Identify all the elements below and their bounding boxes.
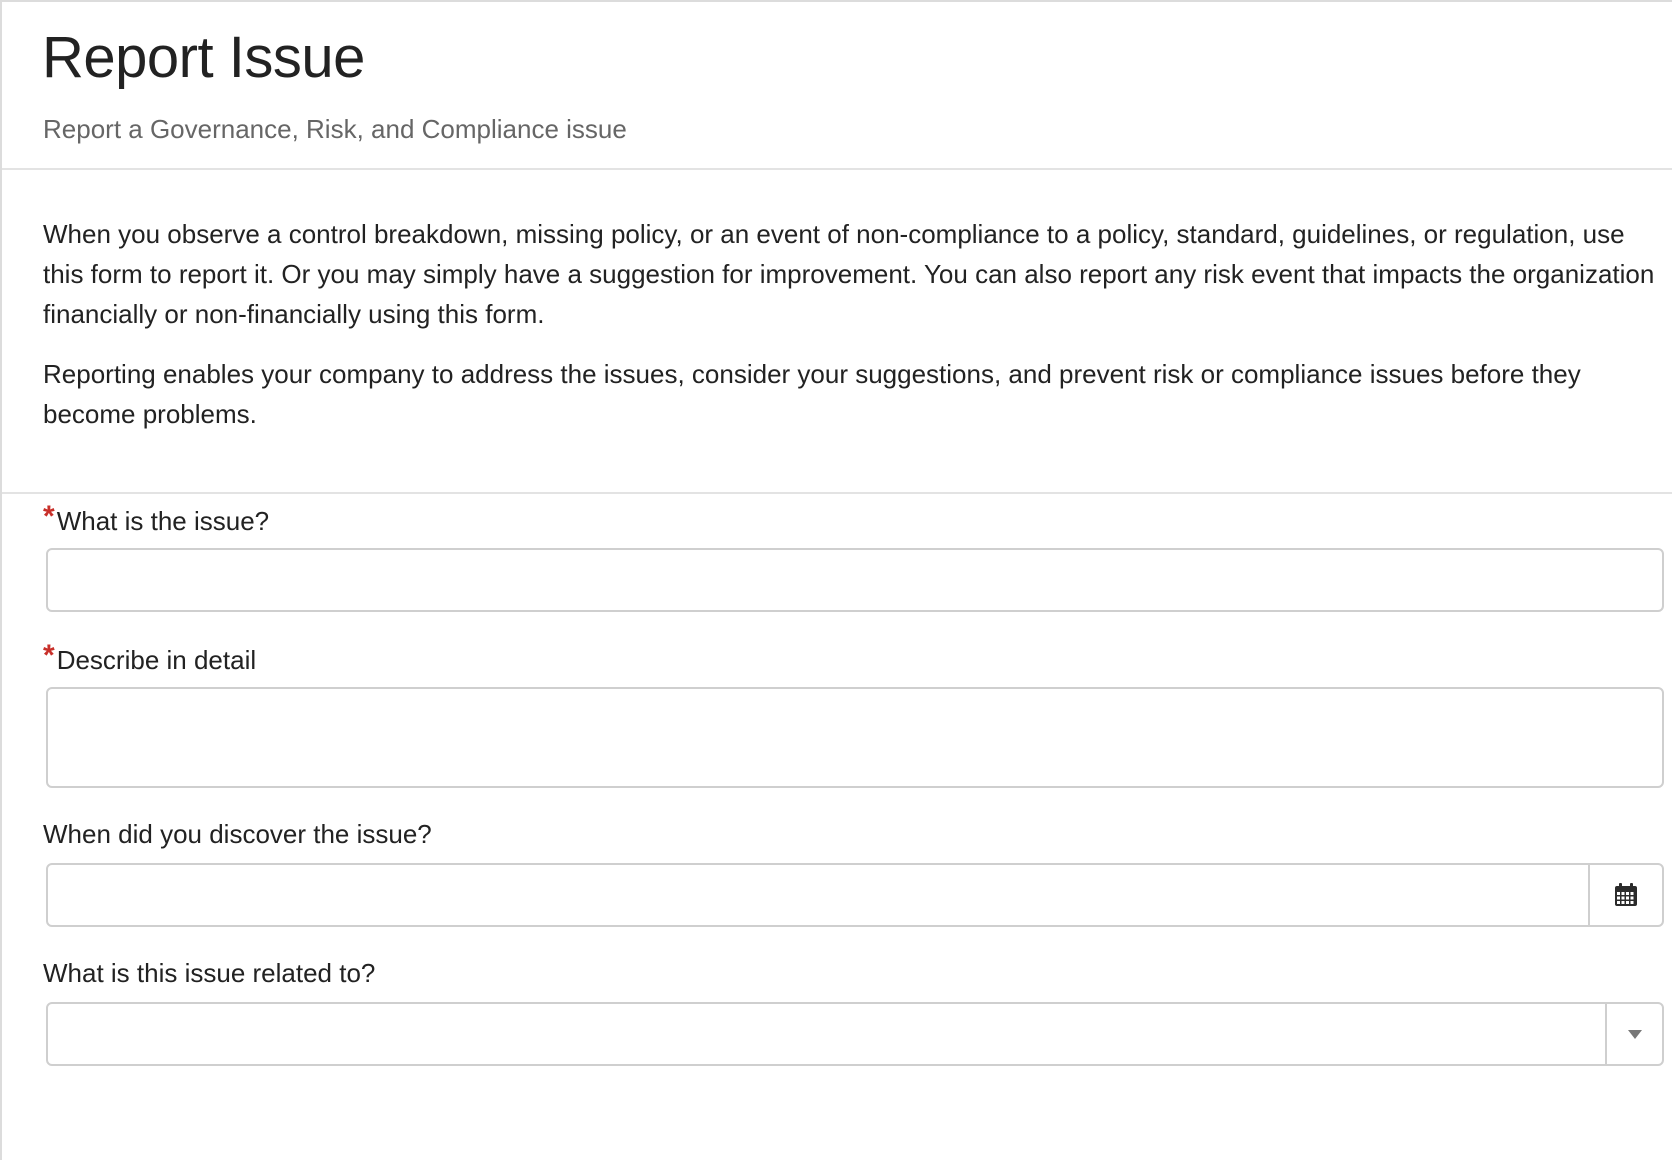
page-title: Report Issue <box>42 25 365 90</box>
issue-label <box>43 500 270 538</box>
page-subtitle: Report a Governance, Risk, and Compliance issue <box>43 114 627 144</box>
detail-label <box>43 639 257 677</box>
intro-section <box>2 170 1672 494</box>
calendar-button[interactable] <box>1588 865 1662 925</box>
dropdown-toggle[interactable] <box>1605 1004 1662 1064</box>
related-label: What is this issue related to? <box>43 958 376 988</box>
intro-paragraph: When you observe a control breakdown, missing policy, or an event of non-compliance to a policy, standard, guidelines, or regulation, use this form to report it. Or you may simply have a suggestion for improvement. You can also report any risk event that impacts the organization financially or non-financially using this form. <box>43 219 1655 329</box>
issue-label-text: What is the issue? <box>56 506 270 536</box>
detail-textarea[interactable] <box>46 687 1664 788</box>
chevron-down-icon <box>1628 1030 1642 1039</box>
issue-input[interactable] <box>46 548 1664 612</box>
detail-label-text: Describe in detail <box>56 645 257 675</box>
page-header <box>2 2 1672 170</box>
calendar-icon <box>1613 882 1639 908</box>
required-marker: * <box>43 500 55 533</box>
date-input[interactable] <box>48 865 1488 925</box>
required-marker: * <box>43 639 55 672</box>
discovered-label: When did you discover the issue? <box>43 819 432 849</box>
related-select[interactable] <box>46 1002 1664 1066</box>
date-input-group <box>46 863 1664 927</box>
intro-paragraph: Reporting enables your company to address the issues, consider your suggestions, and prevent risk or compliance issues before they become problems. <box>43 359 1581 429</box>
